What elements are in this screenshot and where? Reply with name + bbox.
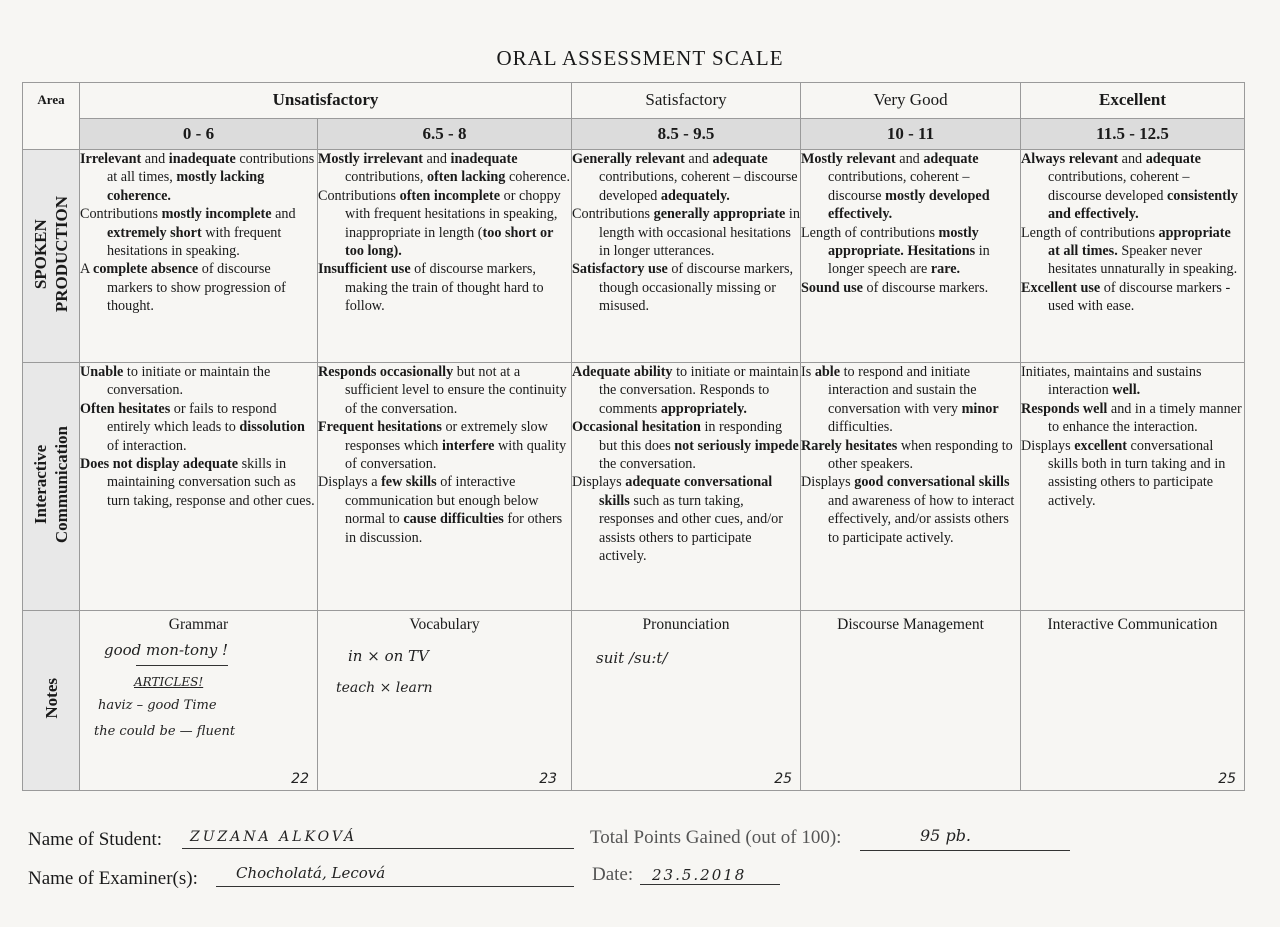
total-label: Total Points Gained (out of 100): xyxy=(590,827,842,848)
spoken-production-row xyxy=(23,150,1245,363)
criterion-text: Mostly relevant and adequate contributions, coherent – discourse mostly developed effectively. xyxy=(801,151,990,223)
notes-discourse-title: Discourse Management xyxy=(837,616,984,633)
band-8-9: 8.5 - 9.5 xyxy=(572,119,801,150)
date-value: 23.5.2018 xyxy=(652,866,747,884)
notes-interactive-title: Interactive Communication xyxy=(1047,616,1218,633)
score-pronunciation: 25 xyxy=(774,770,793,787)
total-value: 95 pb. xyxy=(920,826,972,845)
spoken-cell xyxy=(1021,150,1245,363)
examiner-value: Chocholatá, Lecová xyxy=(236,864,386,882)
criterion-text: Contributions generally appropriate in length with occasional hesitations in longer utterances. xyxy=(572,206,800,260)
criterion-text: Rarely hesitates when responding to other speakers. xyxy=(801,437,1013,473)
criterion-text: Always relevant and adequate contributions, coherent – discourse developed consistently and effectively. xyxy=(1021,151,1238,223)
criterion-text: Displays excellent conversational skills both in turn taking and in assisting others to participate actively. xyxy=(1021,437,1226,509)
handwritten-note: the could be — fluent xyxy=(94,724,236,739)
spoken-cell xyxy=(801,150,1021,363)
page-title: ORAL ASSESSMENT SCALE xyxy=(496,46,784,70)
notes-pronunciation xyxy=(572,611,801,791)
criterion-text: Sound use of discourse markers. xyxy=(801,279,989,296)
notes-row xyxy=(23,611,1245,791)
criterion-text: Displays a few skills of interactive communication but enough below normal to cause difficulties for others in discussion. xyxy=(318,474,563,546)
handwritten-note: teach × learn xyxy=(336,680,433,696)
criterion-text: Insufficient use of discourse markers, making the train of thought hard to follow. xyxy=(318,261,544,315)
criterion-text: Frequent hesitations or extremely slow responses which interfere with quality of conversation. xyxy=(318,419,567,473)
spoken-production-label: SPOKEN PRODUCTION xyxy=(23,150,80,363)
criterion-text: Displays adequate conversational skills such as turn taking, responses and other cues, and/or assists others to participate actively. xyxy=(572,474,784,565)
criterion-text: Does not display adequate skills in maintaining conversation such as turn taking, response and other cues. xyxy=(80,456,315,509)
spoken-cell xyxy=(572,150,801,363)
notes-vocabulary-title: Vocabulary xyxy=(409,616,480,633)
student-label: Name of Student: xyxy=(28,829,163,850)
spoken-cell xyxy=(318,150,572,363)
criterion-text: Contributions often incomplete or choppy with frequent hesitations in speaking, inappropriate in length (too short or too long). xyxy=(318,187,561,260)
score-vocabulary: 23 xyxy=(539,770,558,787)
interactive-cell xyxy=(572,363,801,611)
handwritten-note: suit /su:t/ xyxy=(596,649,668,667)
notes-vocabulary xyxy=(318,611,572,791)
criterion-text: Length of contributions appropriate at all times. Speaker never hesitates unnaturally in speaking. xyxy=(1021,224,1238,278)
notes-discourse xyxy=(801,611,1021,791)
criterion-text: Satisfactory use of discourse markers, though occasionally missing or misused. xyxy=(572,261,794,315)
interactive-cell xyxy=(80,363,318,611)
notes-interactive xyxy=(1021,611,1245,791)
notes-grammar xyxy=(80,611,318,791)
interactive-communication-label: Interactive Communication xyxy=(23,363,80,611)
criterion-text: Often hesitates or fails to respond entirely which leads to dissolution of interaction. xyxy=(80,400,305,454)
criterion-text: Irrelevant and inadequate contributions at all times, mostly lacking coherence. xyxy=(80,151,315,204)
notes-grammar-title: Grammar xyxy=(168,616,229,633)
criterion-text: Mostly irrelevant and inadequate contributions, often lacking coherence. xyxy=(318,151,570,186)
level-very-good: Very Good xyxy=(801,83,1021,119)
assessment-table xyxy=(22,82,1245,791)
criterion-text: Responds well and in a timely manner to enhance the interaction. xyxy=(1021,400,1242,436)
level-excellent: Excellent xyxy=(1021,83,1245,119)
interactive-communication-row xyxy=(23,363,1245,611)
area-header: Area xyxy=(23,83,80,150)
spoken-cell xyxy=(80,150,318,363)
criterion-text: Displays good conversational skills and awareness of how to interact effectively, and/or assists others to participate actively. xyxy=(801,474,1015,546)
header-row xyxy=(23,83,1245,119)
criterion-text: Excellent use of discourse markers - used with ease. xyxy=(1021,279,1231,315)
handwritten-note: in × on TV xyxy=(348,647,429,665)
level-unsatisfactory: Unsatisfactory xyxy=(80,83,572,119)
handwritten-note: ARTICLES! xyxy=(134,675,204,689)
criterion-text: Responds occasionally but not at a sufficient level to ensure the continuity of the conversation. xyxy=(318,364,567,417)
band-6-8: 6.5 - 8 xyxy=(318,119,572,150)
notes-label: Notes xyxy=(23,611,80,791)
handwritten-note: haviz – good Time xyxy=(98,698,217,713)
criterion-text: Generally relevant and adequate contributions, coherent – discourse developed adequately. xyxy=(572,151,798,204)
date-label: Date: xyxy=(592,864,634,885)
criterion-text: Contributions mostly incomplete and extremely short with frequent hesitations in speaking. xyxy=(80,206,296,260)
criterion-text: A complete absence of discourse markers to show progression of thought. xyxy=(80,261,286,315)
student-value: ZUZANA ALKOVÁ xyxy=(190,829,358,845)
band-10-11: 10 - 11 xyxy=(801,119,1021,150)
band-row xyxy=(23,119,1245,150)
examiner-label: Name of Examiner(s): xyxy=(28,868,198,889)
interactive-cell xyxy=(1021,363,1245,611)
band-0-6: 0 - 6 xyxy=(80,119,318,150)
score-interactive: 25 xyxy=(1218,770,1237,787)
criterion-text: Initiates, maintains and sustains interaction well. xyxy=(1021,364,1202,399)
notes-pronunciation-title: Pronunciation xyxy=(642,616,730,633)
criterion-text: Adequate ability to initiate or maintain the conversation. Responds to comments appropriately. xyxy=(572,364,799,417)
criterion-text: Unable to initiate or maintain the conversation. xyxy=(80,364,271,399)
handwritten-note: good mon-tony ! xyxy=(104,641,229,659)
interactive-cell xyxy=(318,363,572,611)
interactive-cell xyxy=(801,363,1021,611)
band-11-12: 11.5 - 12.5 xyxy=(1021,119,1245,150)
criterion-text: Length of contributions mostly appropriate. Hesitations in longer speech are rare. xyxy=(801,224,990,278)
level-satisfactory: Satisfactory xyxy=(572,83,801,119)
score-grammar: 22 xyxy=(291,770,309,787)
criterion-text: Occasional hesitation in responding but this does not seriously impede the conversation. xyxy=(572,419,799,473)
criterion-text: Is able to respond and initiate interaction and sustain the conversation with very minor difficulties. xyxy=(801,364,999,436)
